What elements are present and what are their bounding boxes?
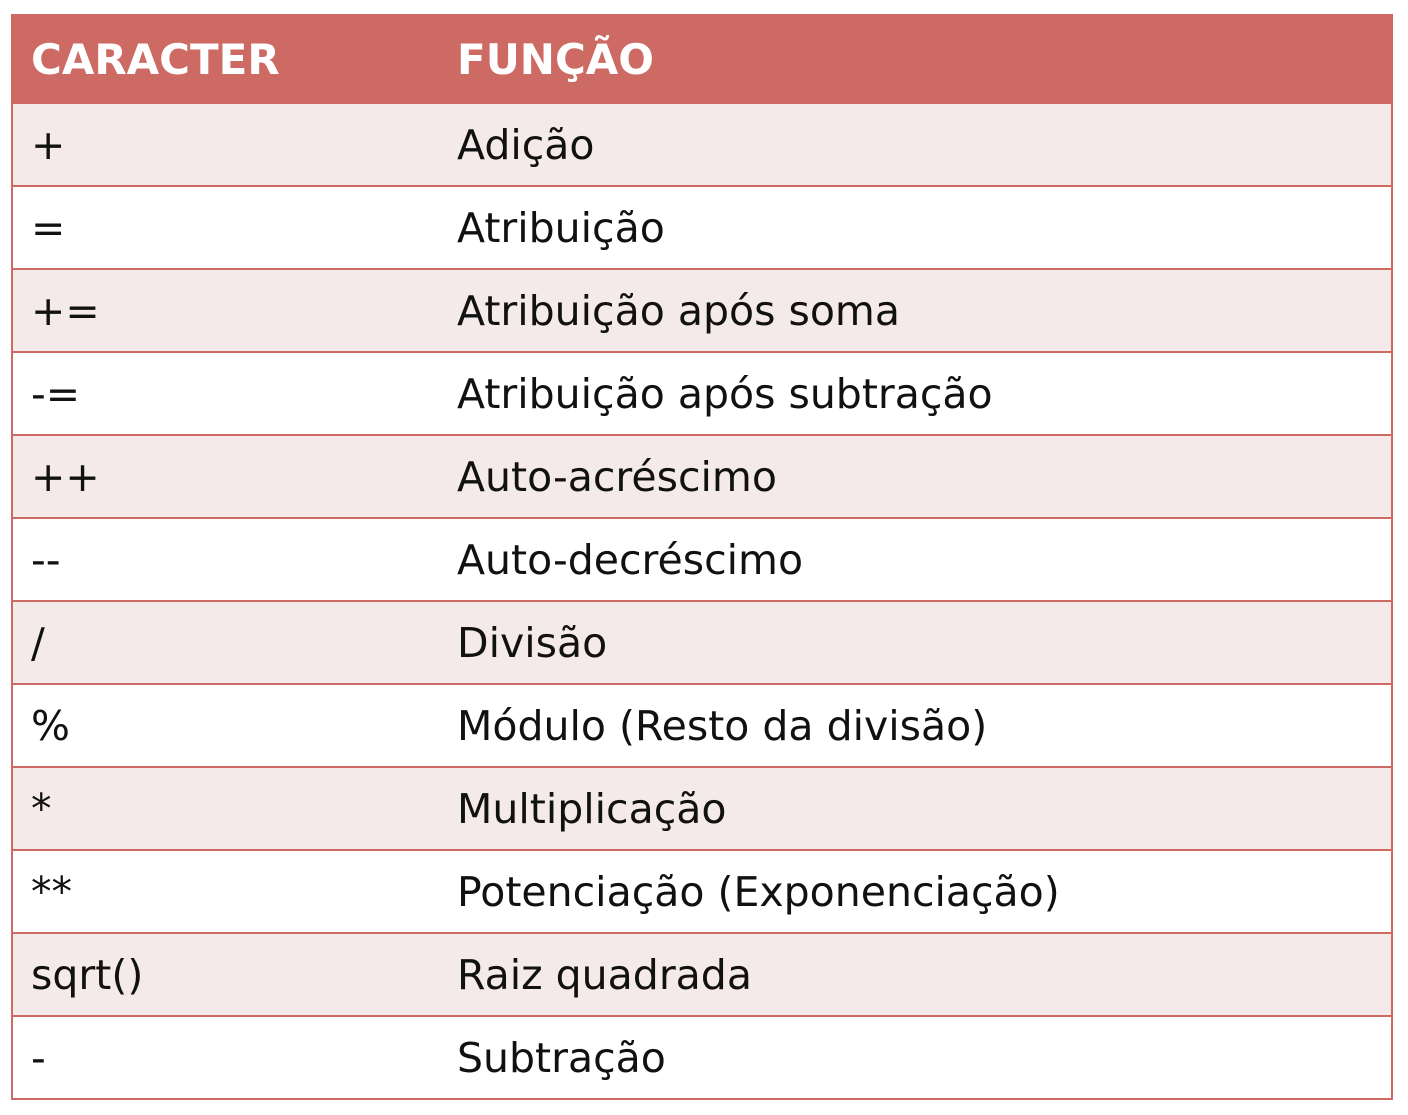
cell-char: -=	[31, 369, 81, 418]
cell-char: +	[31, 120, 66, 169]
header-funcao: FUNÇÃO	[457, 34, 654, 84]
cell-func: Atribuição após soma	[457, 286, 900, 335]
table-row	[13, 766, 1391, 849]
cell-char: **	[31, 867, 72, 916]
table-row	[13, 849, 1391, 932]
table-row	[13, 683, 1391, 766]
table-row	[13, 600, 1391, 683]
table-row	[13, 434, 1391, 517]
table-row	[13, 517, 1391, 600]
cell-func: Multiplicação	[457, 784, 727, 833]
cell-func: Auto-acréscimo	[457, 452, 777, 501]
cell-char: ++	[31, 452, 100, 501]
cell-char: --	[31, 535, 61, 584]
cell-func: Módulo (Resto da divisão)	[457, 701, 988, 750]
table-row	[13, 932, 1391, 1015]
cell-func: Atribuição	[457, 203, 665, 252]
table-row	[13, 351, 1391, 434]
table-row	[13, 1015, 1391, 1098]
cell-func: Atribuição após subtração	[457, 369, 993, 418]
cell-char: -	[31, 1033, 46, 1082]
header-caracter: CARACTER	[31, 34, 280, 84]
cell-char: sqrt()	[31, 950, 144, 999]
cell-func: Adição	[457, 120, 595, 169]
cell-func: Auto-decréscimo	[457, 535, 804, 584]
cell-func: Raiz quadrada	[457, 950, 752, 999]
cell-func: Potenciação (Exponenciação)	[457, 867, 1060, 916]
table-row	[13, 102, 1391, 185]
cell-char: /	[31, 618, 45, 667]
cell-char: =	[31, 203, 66, 252]
cell-char: *	[31, 784, 52, 833]
table-row	[13, 268, 1391, 351]
cell-func: Divisão	[457, 618, 608, 667]
operators-table	[11, 14, 1393, 1100]
table-row	[13, 185, 1391, 268]
table-header-row	[13, 16, 1391, 102]
cell-func: Subtração	[457, 1033, 666, 1082]
cell-char: +=	[31, 286, 100, 335]
cell-char: %	[31, 701, 70, 750]
